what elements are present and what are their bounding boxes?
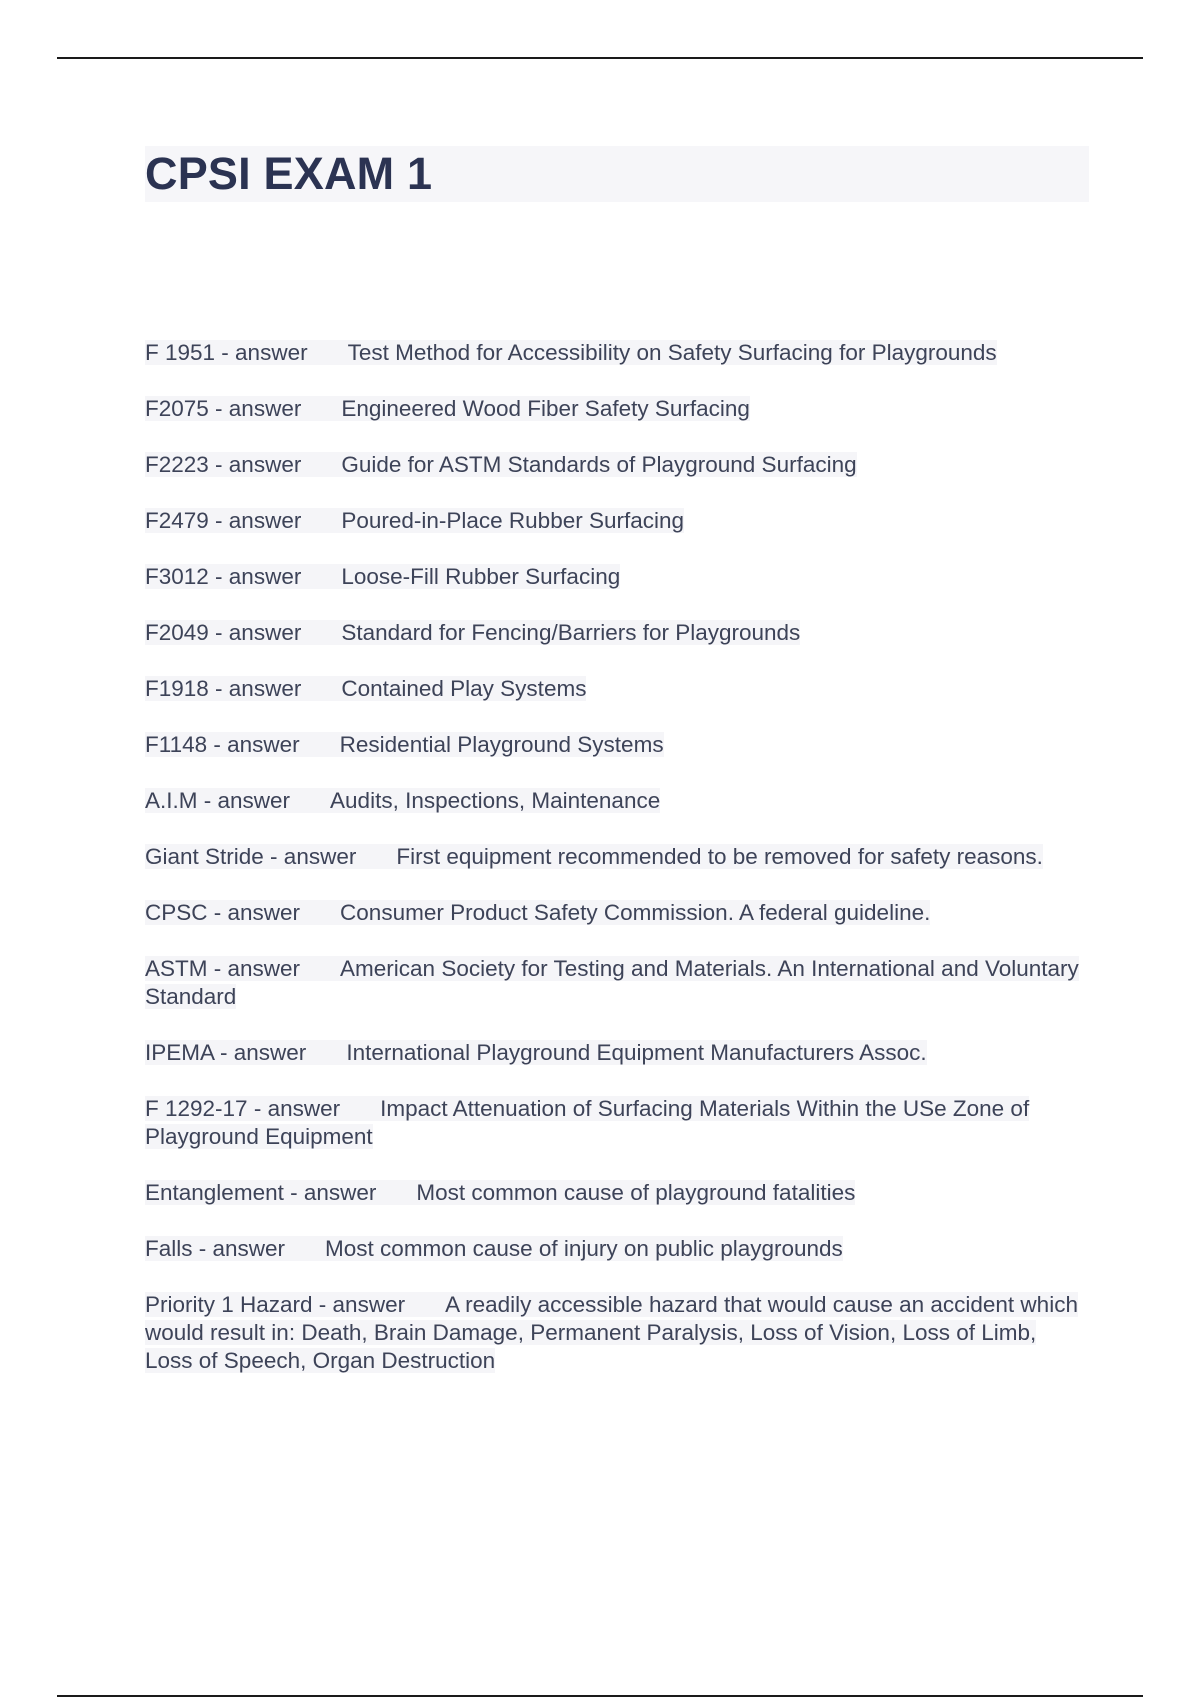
- qa-entry: [145, 731, 1089, 759]
- qa-entry: [145, 339, 1089, 367]
- qa-definition: Contained Play Systems: [341, 676, 587, 701]
- qa-definition: Standard for Fencing/Barriers for Playgrounds: [341, 620, 801, 645]
- qa-entry: [145, 507, 1089, 535]
- bottom-rule: [57, 1695, 1143, 1697]
- qa-definition: Impact Attenuation of Surfacing Materials Within the USe Zone of Playground Equipment: [145, 1096, 1030, 1149]
- qa-definition: Test Method for Accessibility on Safety Surfacing for Playgrounds: [347, 340, 997, 365]
- qa-definition: Consumer Product Safety Commission. A federal guideline.: [340, 900, 931, 925]
- qa-entry: [145, 1179, 1089, 1207]
- qa-term: F1148 - answer: [145, 732, 300, 757]
- qa-definition: Most common cause of injury on public playgrounds: [325, 1236, 843, 1261]
- qa-term: Entanglement - answer: [145, 1180, 377, 1205]
- qa-entry: [145, 451, 1089, 479]
- qa-entry: [145, 955, 1089, 1011]
- qa-definition: Audits, Inspections, Maintenance: [330, 788, 661, 813]
- qa-definition: Most common cause of playground fatalities: [416, 1180, 856, 1205]
- qa-term: Priority 1 Hazard - answer: [145, 1292, 406, 1317]
- qa-term: F2223 - answer: [145, 452, 302, 477]
- document-title: CPSI EXAM 1: [145, 148, 433, 199]
- qa-entry: [145, 563, 1089, 591]
- qa-term: F2049 - answer: [145, 620, 302, 645]
- qa-entry: [145, 675, 1089, 703]
- qa-term: F 1951 - answer: [145, 340, 308, 365]
- qa-entry: [145, 899, 1089, 927]
- qa-definition: American Society for Testing and Materials. An International and Voluntary Standard: [145, 956, 1079, 1009]
- qa-list: [145, 339, 1089, 1403]
- qa-term: F3012 - answer: [145, 564, 302, 589]
- qa-definition: Poured-in-Place Rubber Surfacing: [341, 508, 685, 533]
- qa-definition: Residential Playground Systems: [339, 732, 664, 757]
- qa-entry: [145, 395, 1089, 423]
- qa-term: F1918 - answer: [145, 676, 302, 701]
- qa-entry: [145, 1235, 1089, 1263]
- qa-term: F2479 - answer: [145, 508, 302, 533]
- qa-definition: International Playground Equipment Manufacturers Assoc.: [346, 1040, 927, 1065]
- qa-term: F 1292-17 - answer: [145, 1096, 341, 1121]
- qa-entry: [145, 1095, 1089, 1151]
- qa-term: A.I.M - answer: [145, 788, 291, 813]
- qa-entry: [145, 843, 1089, 871]
- qa-definition: Engineered Wood Fiber Safety Surfacing: [341, 396, 750, 421]
- qa-entry: [145, 1039, 1089, 1067]
- qa-term: IPEMA - answer: [145, 1040, 307, 1065]
- qa-entry: [145, 787, 1089, 815]
- qa-definition: Guide for ASTM Standards of Playground Surfacing: [341, 452, 857, 477]
- qa-entry: [145, 1291, 1089, 1375]
- qa-term: F2075 - answer: [145, 396, 302, 421]
- qa-entry: [145, 619, 1089, 647]
- qa-term: Giant Stride - answer: [145, 844, 357, 869]
- qa-definition: A readily accessible hazard that would cause an accident which would result in: Death, Brain Damage, Permanent Paralysis, Loss of Vision, Loss of Limb, Loss of Speech, Organ Destruction: [145, 1292, 1078, 1373]
- qa-definition: First equipment recommended to be removed for safety reasons.: [396, 844, 1043, 869]
- qa-term: Falls - answer: [145, 1236, 286, 1261]
- qa-term: ASTM - answer: [145, 956, 301, 981]
- qa-term: CPSC - answer: [145, 900, 301, 925]
- qa-definition: Loose-Fill Rubber Surfacing: [341, 564, 621, 589]
- top-rule: [57, 57, 1143, 59]
